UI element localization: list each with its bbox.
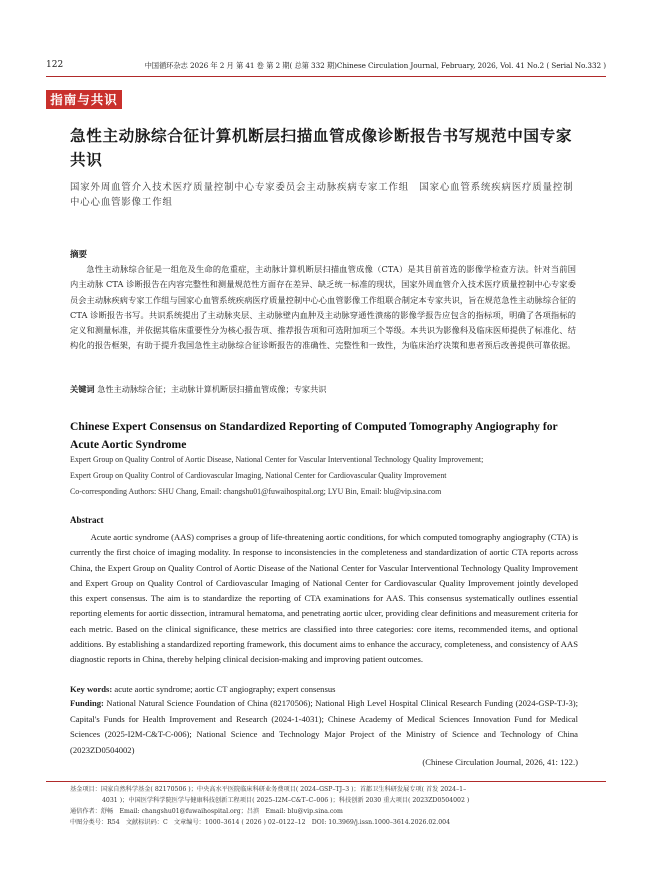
english-keywords-label: Key words: [70, 684, 113, 694]
english-abstract: Acute aortic syndrome (AAS) comprises a group of life-threatening aortic conditions, for which computed tomography angiography (CTA) is currently the first choice of imaging modality. In response to inconsistencies in the completeness and standardization of aortic CTA reports across China, the Expert Group on Quality Control of Aortic Disease of the National Center for Vascular Interventional Technology Quality Improvement and Expert Group on Quality Control of Cardiovascular Imaging of National Center for Cardiovascular Quality Improvement jointly developed this expert consensus. The aim is to standardize the reporting of CTA examinations for AAS. This consensus systematically outlines essential reporting elements for aortic dissection, intramural hematoma, and penetrating aortic ulcer, providing clear definitions and measurement criteria for each metric. Based on the clinical significance, these metrics are classified into three categories: core items, recommended items, and optional additions. By establishing a standardized reporting framework, this document aims to enhance the accuracy, completeness, and consistency of AAS diagnostic reports in China, thereby helping clinical decision-making and improving patient outcomes. [70, 532, 578, 665]
header-rule [46, 76, 606, 77]
footnote-corresponding: 通信作者：舒畅 Email: changshu01@fuwaihospital.org；吕滨 Email: blu@vip.sina.com [70, 808, 343, 815]
chinese-keywords [70, 382, 576, 397]
corresponding-authors-line: Co-corresponding Authors: SHU Chang, Email: changshu01@fuwaihospital.org; LYU Bin, Email: blu@vip.sina.com [70, 487, 442, 497]
english-title: Chinese Expert Consensus on Standardized Reporting of Computed Tomography Angiography for Acute Aortic Syndrome [70, 420, 558, 451]
funding-label: Funding: [70, 698, 104, 708]
author-group-line: Expert Group on Quality Control of Aortic Disease, National Center for Vascular Interventional Technology Quality Improvement; [70, 455, 484, 464]
english-abstract-heading: Abstract [70, 515, 104, 525]
page-number: 122 [46, 60, 64, 70]
footnote-funding-line: 4031 )；中国医学科学院医学与健康科技创新工程项目( 2025–I2M–C&T–C–006 )；科技创新 2030 重大项目( 2023ZD0504002 ) [102, 797, 470, 804]
funding-text: National Natural Science Foundation of China (82170506); National High Level Hospital Clinical Research Funding (2024-GSP-TJ-3); Capital's Funds for Health Improvement and Research (2024-1-4031); Chinese Academy of Medical Sciences Innovation Fund for Medical Sciences (2025-I2M-C&T-C-006); National Science and Technology Major Project of the Ministry of Science and Technology of China (2023ZD0504002) [70, 698, 578, 755]
english-authors [70, 452, 578, 501]
footnote-rule [46, 781, 606, 782]
english-keywords [70, 682, 578, 697]
article-citation: (Chinese Circulation Journal, 2026, 41: 122.) [422, 757, 578, 767]
chinese-abstract: 急性主动脉综合征是一组危及生命的危重症，主动脉计算机断层扫描血管成像（CTA）是其目前首选的影像学检查方法。针对当前国内主动脉 CTA 诊断报告在内容完整性和测量规范性方面存在差异、缺乏统一标准的现状，国家外周血管介入技术医疗质量控制中心专家委员会主动脉疾病专家工作组与国家心血管系统疾病医疗质量控制中心心血管影像工作组联合制定本专家共识，旨在规范急性主动脉综合征的 CTA 诊断报告书写。共识系统提出了主动脉夹层、主动脉壁内血肿及主动脉穿通性溃疡的影像学报告应包含的指标项，明确了各项指标的定义和测量标准，并依据其临床重要性分为核心报告项、推荐报告项和可选附加项三个等级。本共识为影像科及临床医师提供了标准化、结构化的报告框架，有助于提升我国急性主动脉综合征诊断报告的准确性、完整性和一致性，为临床治疗决策和患者预后改善提供可靠依据。 [70, 264, 576, 351]
chinese-keywords-label: 关键词 [70, 384, 95, 394]
chinese-keywords-text: 急性主动脉综合征；主动脉计算机断层扫描血管成像；专家共识 [97, 384, 327, 394]
chinese-abstract-heading: 摘要 [70, 250, 88, 260]
footnote [70, 784, 578, 828]
section-tag: 指南与共识 [46, 90, 122, 109]
running-header [46, 60, 606, 74]
footnote-funding-line: 基金项目：国家自然科学基金( 82170506 )；中央高水平医院临床科研业务费项目( 2024–GSP–TJ–3 )；首都卫生科研发展专项( 首发 2024–1– [70, 786, 467, 793]
english-keywords-text: acute aortic syndrome; aortic CT angiography; expert consensus [114, 684, 336, 694]
journal-citation-line: 中国循环杂志 2026 年 2 月 第 41 卷 第 2 期( 总第 332 期)Chinese Circulation Journal, February, 2026, Vol. 41 No.2 ( Serial No.332 ) [144, 61, 606, 70]
english-funding [70, 696, 578, 758]
chinese-title: 急性主动脉综合征计算机断层扫描血管成像诊断报告书写规范中国专家共识 [70, 127, 573, 169]
footnote-classification: 中图分类号：R54 文献标识码：C 文章编号：1000–3614 ( 2026 ) 02–0122–12 DOI: 10.3969/j.issn.1000–3614.2026.02.004 [70, 819, 451, 826]
author-group-line: Expert Group on Quality Control of Cardiovascular Imaging, National Center for Cardiovascular Quality Improvement [70, 471, 447, 481]
chinese-authors: 国家外周血管介入技术医疗质量控制中心专家委员会主动脉疾病专家工作组 国家心血管系统疾病医疗质量控制中心心血管影像工作组 [70, 182, 574, 208]
